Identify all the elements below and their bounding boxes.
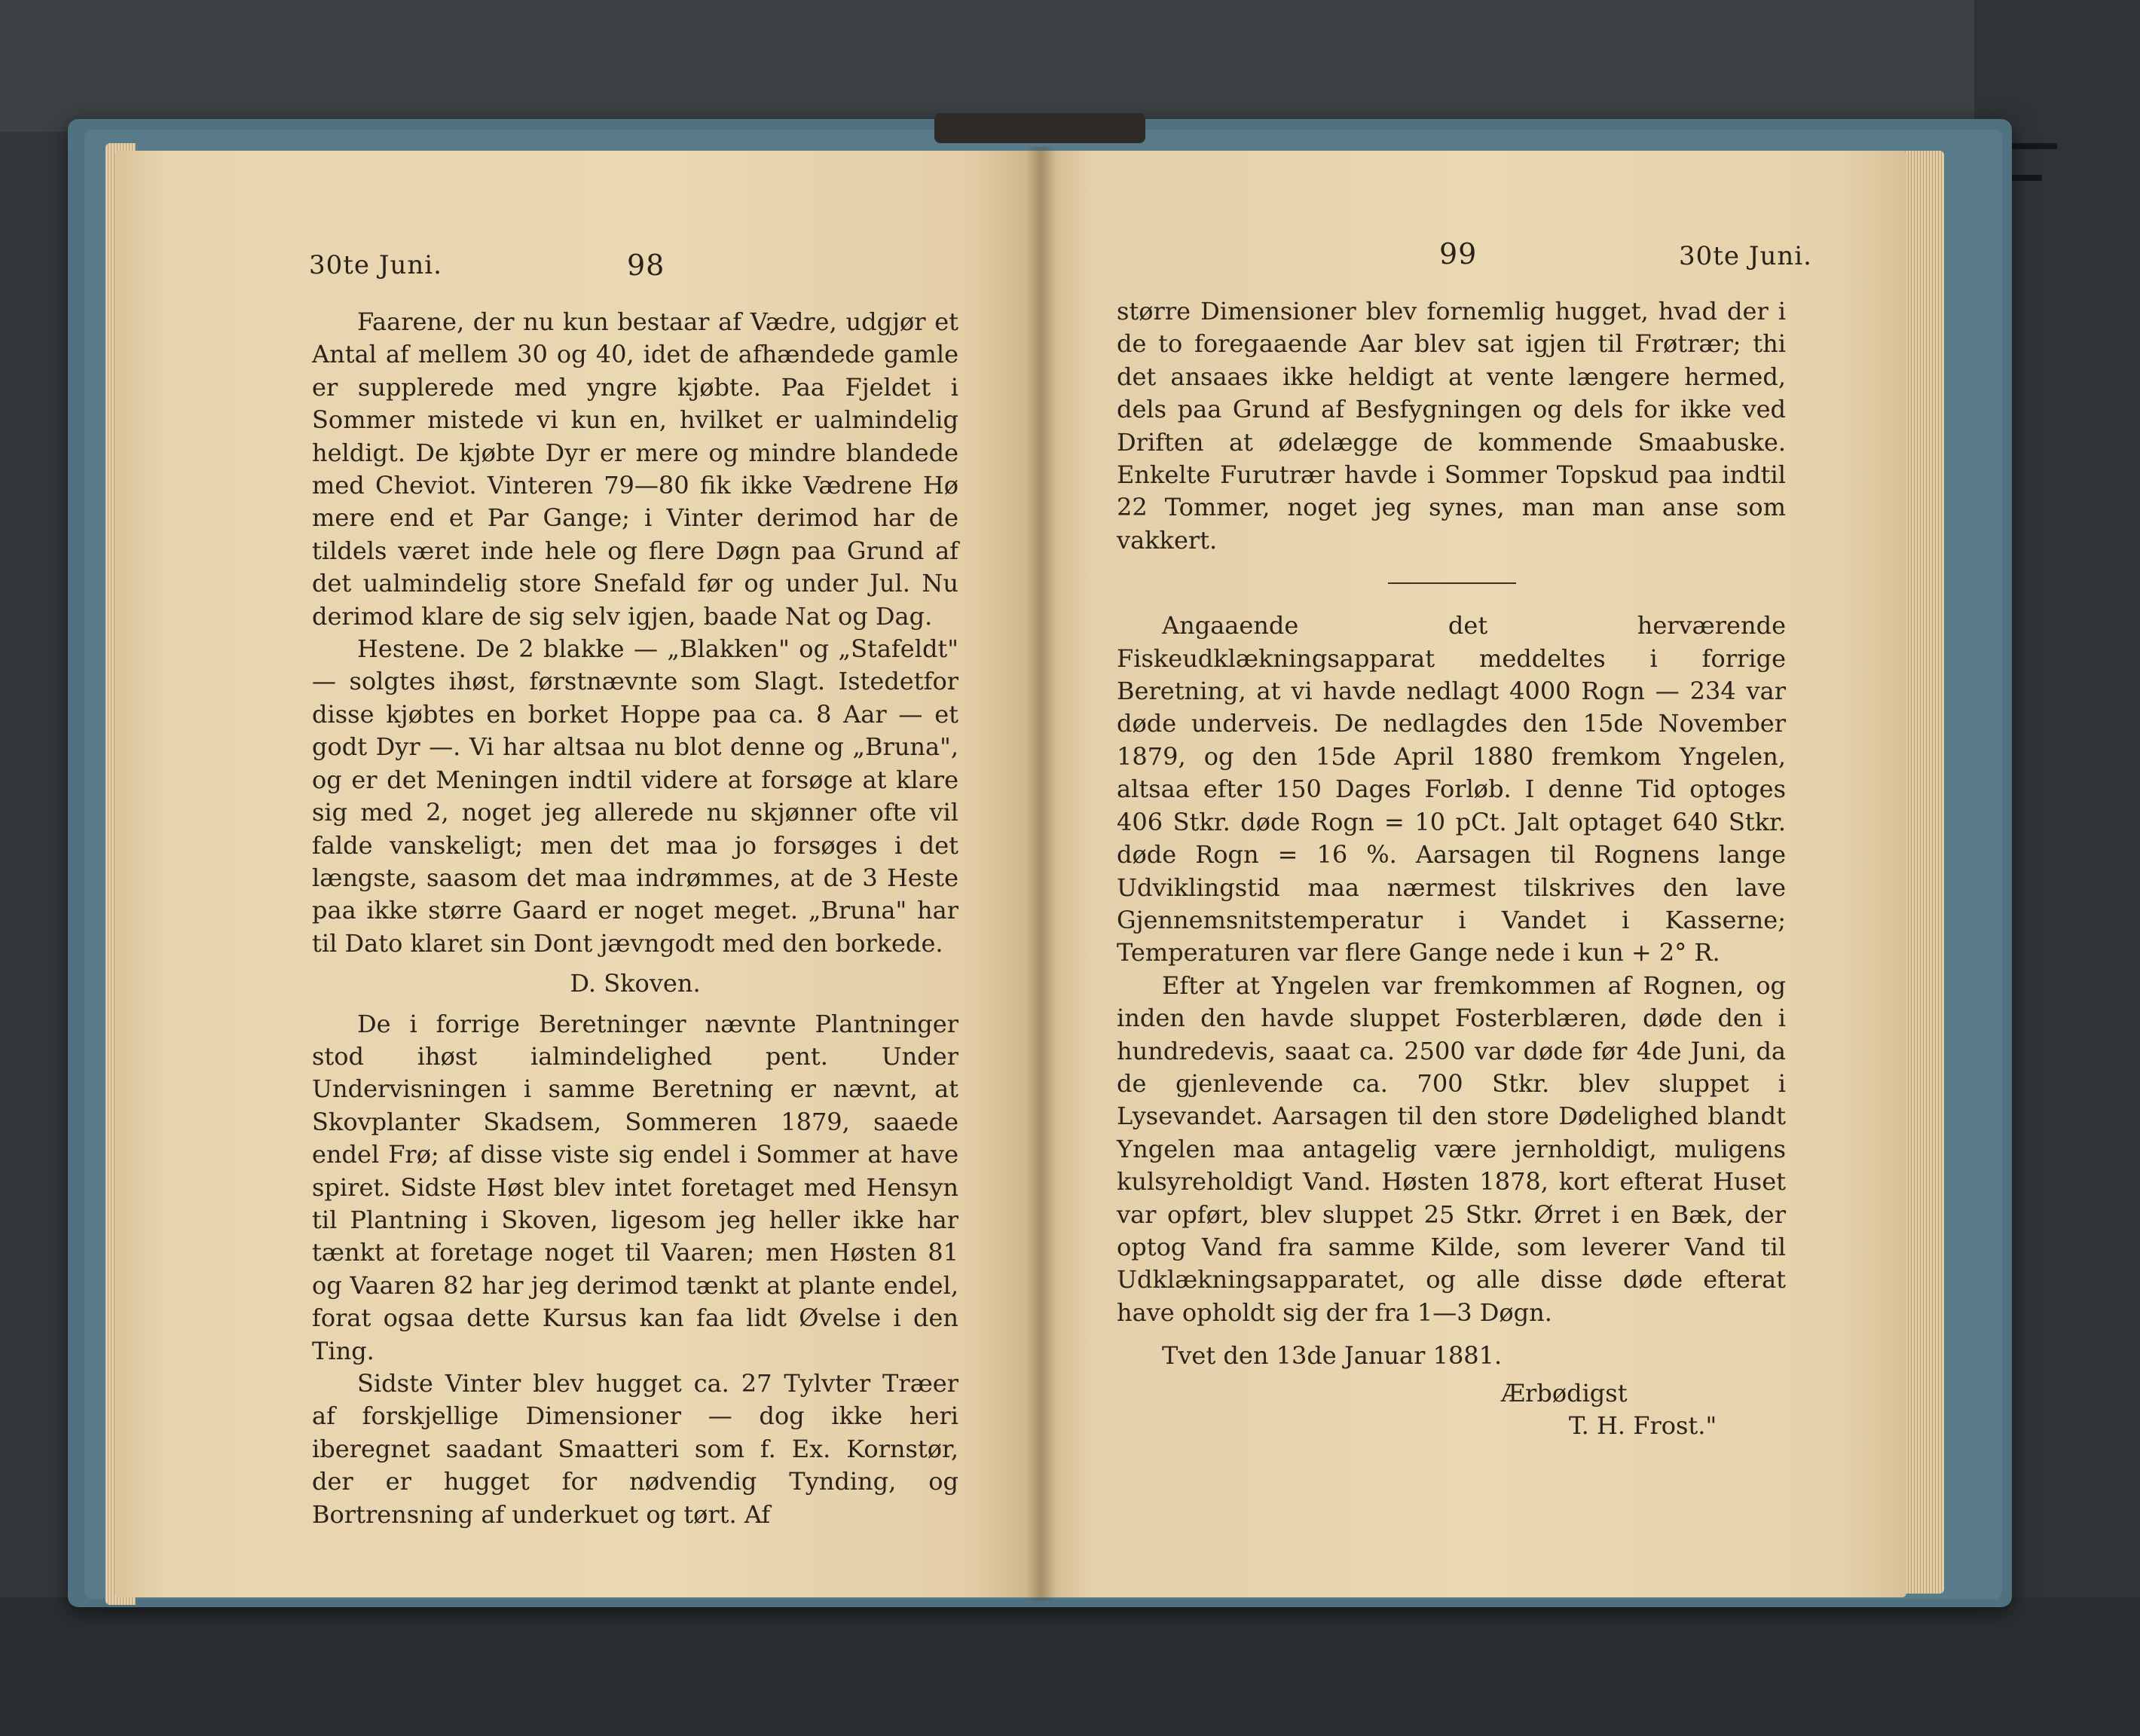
right-body-text bbox=[1117, 295, 1786, 1442]
left-running-header: 30te Juni. bbox=[309, 250, 442, 280]
paragraph-plantninger: De i forrige Beretninger nævnte Plantninger stod ihøst ialmindelighed pent. Under Undervisningen i samme Beretning er nævnt, at Skovplanter Skadsem, Sommeren 1879, saaede endel Frø; af disse viste sig endel i Sommer at have spiret. Sidste Høst blev intet foretaget med Hensyn til Plantning i Skoven, ligesom jeg heller ikke har tænkt at foretage noget til Vaaren; men Høsten 81 og Vaaren 82 har jeg derimod tænkt at plante endel, forat ogsaa dette Kursus kan faa lidt Øvelse i den Ting. bbox=[312, 1009, 958, 1365]
right-running-header: 30te Juni. bbox=[1679, 241, 1812, 271]
background-mark bbox=[2004, 143, 2057, 149]
paragraph-yngelen: Efter at Yngelen var fremkommen af Rognen, og inden den havde sluppet Fosterblæren, døde den i hundredevis, saaat ca. 2500 var døde før 4de Juni, da de gjenlevende ca. 700 Stkr. blev sluppet i Lysevandet. Aarsagen til den store Dødelighed blandt Yngelen maa antagelig være jernholdigt, muligens kulsyreholdigt Vand. Høsten 1878, kort efterat Huset var opført, blev sluppet 25 Stkr. Ørret i en Bæk, der optog Vand fra samme Kilde, som leverer Vand til Udklækningsapparatet, og alle disse døde efterat have opholdt sig der fra 1—3 Døgn. bbox=[1117, 970, 1786, 1327]
paragraph-dimensioner: større Dimensioner blev fornemlig hugget, hvad der i de to foregaaende Aar blev sat igjen til Frøtrær; thi det ansaaes ikke heldigt at vente længere hermed, dels paa Grund af Besfygningen og dels for ikke ved Driften at ødelægge de kommende Smaabuske. Enkelte Furutrær havde i Sommer Topskud paa indtil 22 Tommer, noget jeg synes, man man anse som vakkert. bbox=[1117, 297, 1786, 555]
paragraph-fiskeudklaekning: Angaaende det herværende Fiskeudklækningsapparat meddeltes i forrige Beretning, at vi havde nedlagt 4000 Rogn — 234 var døde underveis. De nedlagdes den 15de November 1879, og den 15de April 1880 fremkom Yngelen, altsaa efter 150 Dages Forløb. I denne Tid optoges 406 Stkr. døde Rogn = 10 pCt. Jalt optaget 640 Stkr. døde Rogn = 16 %. Aarsagen til Rognens lange Udviklingstid maa nærmest tilskrives den lave Gjennemsnitstemperatur i Vandet i Kasserne; Temperaturen var flere Gange nede i kun + 2° R. bbox=[1117, 611, 1786, 967]
background-mark bbox=[2008, 175, 2042, 181]
background-top bbox=[0, 0, 2140, 132]
left-page-number: 98 bbox=[627, 249, 665, 282]
section-heading-skoven: D. Skoven. bbox=[570, 969, 701, 998]
book-binding bbox=[934, 113, 1145, 143]
book-gutter bbox=[1026, 147, 1056, 1601]
paragraph-vinter-hugget: Sidste Vinter blev hugget ca. 27 Tylvter Træer af forskjellige Dimensioner — dog ikke heri iberegnet saadant Smaatteri som f. Ex. Kornstør, der er hugget for nødvendig Tynding, og Bortrensning af underkuet og tørt. Af bbox=[312, 1369, 958, 1529]
background-bottom bbox=[0, 1597, 2140, 1736]
page-edges-right bbox=[1903, 151, 1944, 1594]
paragraph-hestene: Hestene. De 2 blakke — „Blakken" og „Stafeldt" — solgtes ihøst, førstnævnte som Slagt. Istedetfor disse kjøbtes en borket Hoppe paa ca. 8 Aar — et godt Dyr —. Vi har altsaa nu blot denne og „Bruna", og er det Meningen indtil videre at forsøge at klare sig med 2, noget jeg allerede nu skjønner ofte vil falde vanskeligt; men det maa jo forsøges i det længste, saasom det maa indrømmes, at de 3 Heste paa ikke større Gaard er noget meget. „Bruna" har til Dato klaret sin Dont jævngodt med den borkede. bbox=[312, 634, 958, 958]
section-divider bbox=[1388, 582, 1516, 584]
left-body-text bbox=[312, 306, 958, 1531]
closing-salutation: Ærbødigst bbox=[1501, 1378, 1628, 1407]
right-page bbox=[1040, 151, 1906, 1597]
right-page-number: 99 bbox=[1439, 237, 1478, 270]
place-and-date: Tvet den 13de Januar 1881. bbox=[1162, 1341, 1503, 1371]
left-page bbox=[115, 151, 1040, 1597]
section-divider-space bbox=[1117, 557, 1786, 610]
paragraph-faarene: Faarene, der nu kun bestaar af Vædre, udgjør et Antal af mellem 30 og 40, idet de afhændede gamle er supplerede med yngre kjøbte. Paa Fjeldet i Sommer mistede vi kun en, hvilket er ualmindelig heldigt. De kjøbte Dyr er mere og mindre blandede med Cheviot. Vinteren 79—80 fik ikke Vædrene Hø mere end et Par Gange; i Vinter derimod har de tildels været inde hele og flere Døgn paa Grund af det ualmindelig store Snefald før og under Jul. Nu derimod klare de sig selv igjen, baade Nat og Dag. bbox=[312, 307, 958, 631]
signature: T. H. Frost." bbox=[1569, 1411, 1717, 1440]
